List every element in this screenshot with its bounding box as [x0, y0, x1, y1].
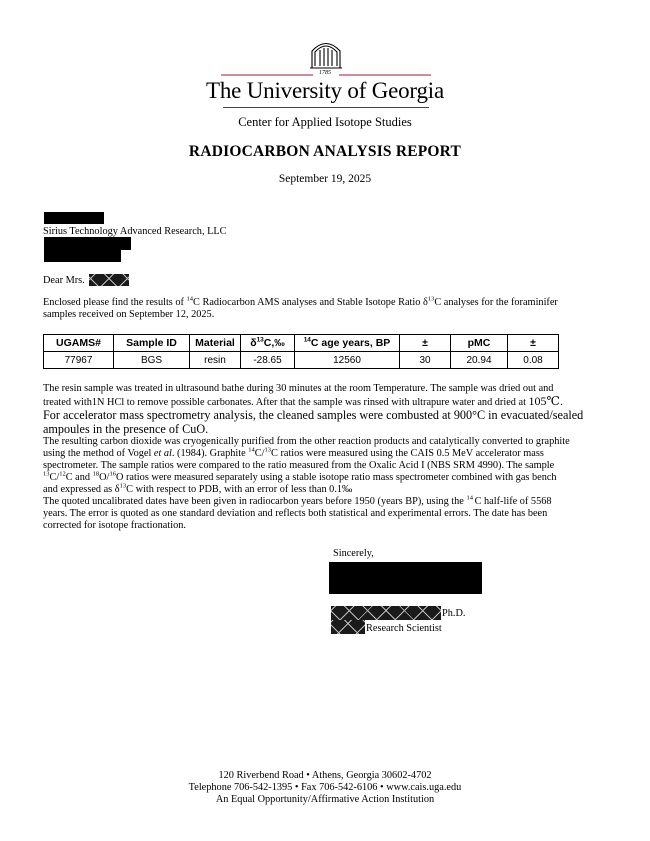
table-header-row [44, 335, 559, 352]
logo-underline [223, 107, 429, 108]
footer-eeo: An Equal Opportunity/Affirmative Action Institution [215, 794, 435, 805]
cell-age-error: 30 [400, 352, 451, 369]
header-material: Material [190, 335, 241, 352]
salutation: Dear Mrs. [43, 275, 85, 286]
redacted-salutation-name [89, 274, 129, 286]
arch-icon [310, 44, 342, 69]
closing: Sincerely, [333, 548, 374, 559]
results-table [43, 334, 559, 369]
report-title: RADIOCARBON ANALYSIS REPORT [188, 143, 462, 160]
scientist-title: Research Scientist [366, 623, 442, 634]
method-paragraph [43, 383, 608, 532]
footer-address: 120 Riverbend Road • Athens, Georgia 30602-4702 [218, 770, 432, 781]
body-line-11: years. The error is quoted as one standard deviation and reflects both statistical and experimental errors. The date has been [43, 508, 548, 519]
header-ugams: UGAMS# [44, 335, 114, 352]
redacted-scientist-initial [331, 620, 365, 634]
body-line-10: The quoted uncalibrated dates have been given in radiocarbon years before 1950 (years BP), using the $^{14}$ C half-life of 5568 [43, 494, 552, 507]
cell-pmc: 20.94 [451, 352, 508, 369]
table-row [44, 352, 559, 369]
redacted-address-line-2 [44, 250, 121, 262]
body-line-2: treated with1N HCl to remove possible carbonates. After that the sample was rinsed with ultrapure water and dried at 105℃. [43, 394, 563, 408]
body-line-1: The resin sample was treated in ultrasound bathe during 30 minutes at the room Temperature. The sample was dried out and [43, 383, 554, 394]
header-pmc: pMC [451, 335, 508, 352]
cell-age: 12560 [295, 352, 400, 369]
redacted-scientist-name [331, 606, 441, 620]
body-line-5: The resulting carbon dioxide was cryogenically purified from the other reaction products and catalytically converted to graphite [43, 436, 570, 447]
header-age-error: ± [400, 335, 451, 352]
body-line-9: and expressed as $\delta^{13}C$ with respect to PDB, with an error of less than 0.1‰ [43, 482, 353, 495]
intro-line-2: samples received on September 12, 2025. [43, 309, 215, 320]
redacted-recipient-name [44, 212, 104, 224]
center-name: Center for Applied Isotope Studies [238, 115, 412, 129]
header-age: $^{14}$C age years, BP [295, 335, 400, 352]
cell-d13c: -28.65 [241, 352, 295, 369]
degree: Ph.D. [442, 608, 466, 619]
footer [0, 770, 650, 806]
body-line-6: using the method of Vogel et al. (1984). Graphite $^{14}$C/$^{13}$C ratios were measured using the CAIS 0.5 MeV accelerator mass [43, 446, 544, 459]
cell-pmc-error: 0.08 [508, 352, 559, 369]
body-line-8: $^{13}$C/$^{12}$C and $^{18}$O/$^{16}$O ratios were measured separately using a stable isotope ratio mass spectrometer combined with gas bench [43, 470, 557, 483]
cell-ugams: 77967 [44, 352, 114, 369]
body-line-7: spectrometer. The sample ratios were compared to the ratio measured from the Oxalic Acid I (NBS SRM 4990). The sample [43, 460, 555, 471]
cell-sample-id: BGS [114, 352, 190, 369]
redacted-signature [329, 562, 482, 594]
body-line-4: ampoules in the presence of CuO. [43, 422, 209, 436]
footer-contact: Telephone 706-542-1395 • Fax 706-542-6106 • www.cais.uga.edu [188, 782, 462, 793]
header-sample-id: Sample ID [114, 335, 190, 352]
recipient-company: Sirius Technology Advanced Research, LLC [43, 226, 227, 237]
report-date: September 19, 2025 [278, 173, 372, 185]
intro-line-1: Enclosed please find the results of $^{14}$C Radiocarbon AMS analyses and Stable Isotope Ratio $\delta^{13}C$ analyses for the foraminifer [43, 295, 558, 308]
year-badge: 1785 [319, 70, 331, 76]
intro-paragraph [43, 297, 608, 321]
body-line-3: For accelerator mass spectrometry analysis, the cleaned samples were combusted at 900°C in evacuated/sealed [43, 408, 584, 422]
header-pmc-error: ± [508, 335, 559, 352]
redacted-address-line-1 [44, 237, 131, 250]
header-d13c: $\delta^{13}C,‰$ [241, 335, 295, 352]
cell-material: resin [190, 352, 241, 369]
university-name: The University of Georgia [206, 78, 444, 103]
body-line-12: corrected for isotope fractionation. [43, 520, 186, 531]
